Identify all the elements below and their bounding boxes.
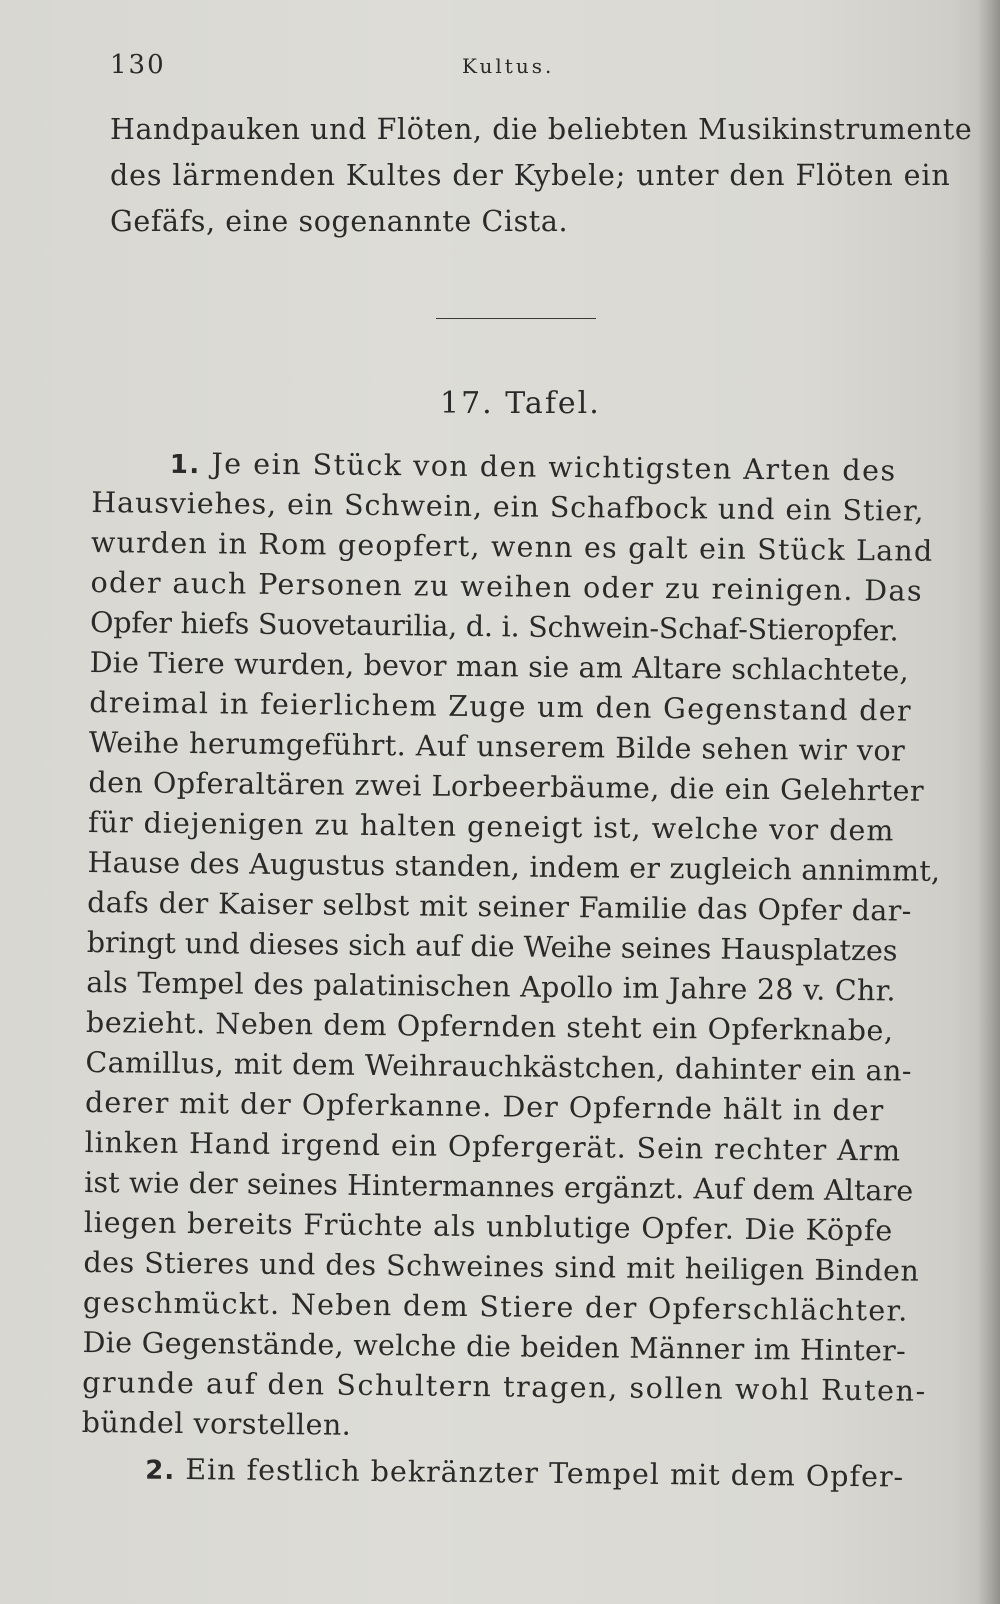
text-line: des lärmenden Kultes der Kybele; unter den Flöten ein: [110, 159, 951, 192]
text-line: bündel vorstellen.: [81, 1405, 352, 1442]
text-line: für diejenigen zu halten geneigt ist, welche vor dem: [87, 805, 895, 848]
text-line: wurden in Rom geopfert, wenn es galt ein Stück Land: [90, 525, 934, 568]
text-line: bringt und dieses sich auf die Weihe seines Hausplatzes: [86, 925, 898, 968]
text-line: oder auch Personen zu weihen oder zu reinigen. Das: [90, 565, 924, 608]
text-line: Die Tiere wurden, bevor man sie am Altare schlachtete,: [89, 645, 910, 688]
text-line: ist wie der seines Hintermannes ergänzt. Auf dem Altare: [84, 1165, 914, 1208]
text-line: Weihe herumgeführt. Auf unserem Bilde sehen wir vor: [88, 725, 906, 768]
item-2-first-line: Ein festlich bekränzter Tempel mit dem Opfer-: [185, 1453, 905, 1494]
text-line: Gefäfs, eine sogenannte Cista.: [110, 205, 569, 238]
page-edge-shadow: [978, 0, 1000, 1604]
text-line: liegen bereits Früchte als unblutige Opfer. Die Köpfe: [83, 1205, 894, 1248]
section-title: 17. Tafel.: [440, 386, 601, 421]
text-line: geschmückt. Neben dem Stiere der Opferschlächter.: [82, 1285, 909, 1328]
item-number: 1.: [169, 449, 201, 481]
item-number: 2.: [145, 1455, 176, 1486]
page-header: [110, 44, 570, 84]
text-line: dreimal in feierlichem Zuge um den Gegenstand der: [89, 685, 913, 728]
text-line: Hause des Augustus standen, indem er zugleich annimmt,: [87, 845, 941, 888]
text-line: derer mit der Opferkanne. Der Opfernde hält in der: [84, 1085, 885, 1128]
text-line: als Tempel des palatinischen Apollo im Jahre 28 v. Chr.: [86, 965, 896, 1008]
text-line: Die Gegenstände, welche die beiden Männer im Hinter-: [82, 1325, 907, 1368]
text-line: den Opferaltären zwei Lorbeerbäume, die ein Gelehrter: [88, 765, 925, 808]
text-line: [145, 1452, 904, 1497]
text-line: Camillus, mit dem Weihrauchkästchen, dahinter ein an-: [85, 1045, 913, 1088]
text-line: linken Hand irgend ein Opfergerät. Sein rechter Arm: [84, 1125, 902, 1168]
text-line: bezieht. Neben dem Opfernden steht ein Opferknabe,: [85, 1005, 894, 1048]
text-line: des Stieres und des Schweines sind mit heiligen Binden: [83, 1245, 920, 1288]
text-line: dafs der Kaiser selbst mit seiner Familie das Opfer dar-: [87, 885, 912, 928]
text-line: [170, 446, 897, 491]
item-1-paragraph: [81, 445, 952, 1494]
section-divider: [436, 318, 596, 319]
text-line: Handpauken und Flöten, die beliebten Musikinstrumente: [110, 113, 973, 146]
page-number: 130: [110, 50, 166, 80]
running-head: Kultus.: [462, 54, 555, 78]
text-line: Opfer hiefs Suovetaurilia, d. i. Schwein-Schaf-Stieropfer.: [89, 605, 899, 648]
text-line: Hausviehes, ein Schwein, ein Schafbock und ein Stier,: [91, 485, 925, 528]
item-1-first-line: Je ein Stück von den wichtigsten Arten des: [211, 447, 897, 488]
text-line: grunde auf den Schultern tragen, sollen wohl Ruten-: [82, 1365, 927, 1408]
